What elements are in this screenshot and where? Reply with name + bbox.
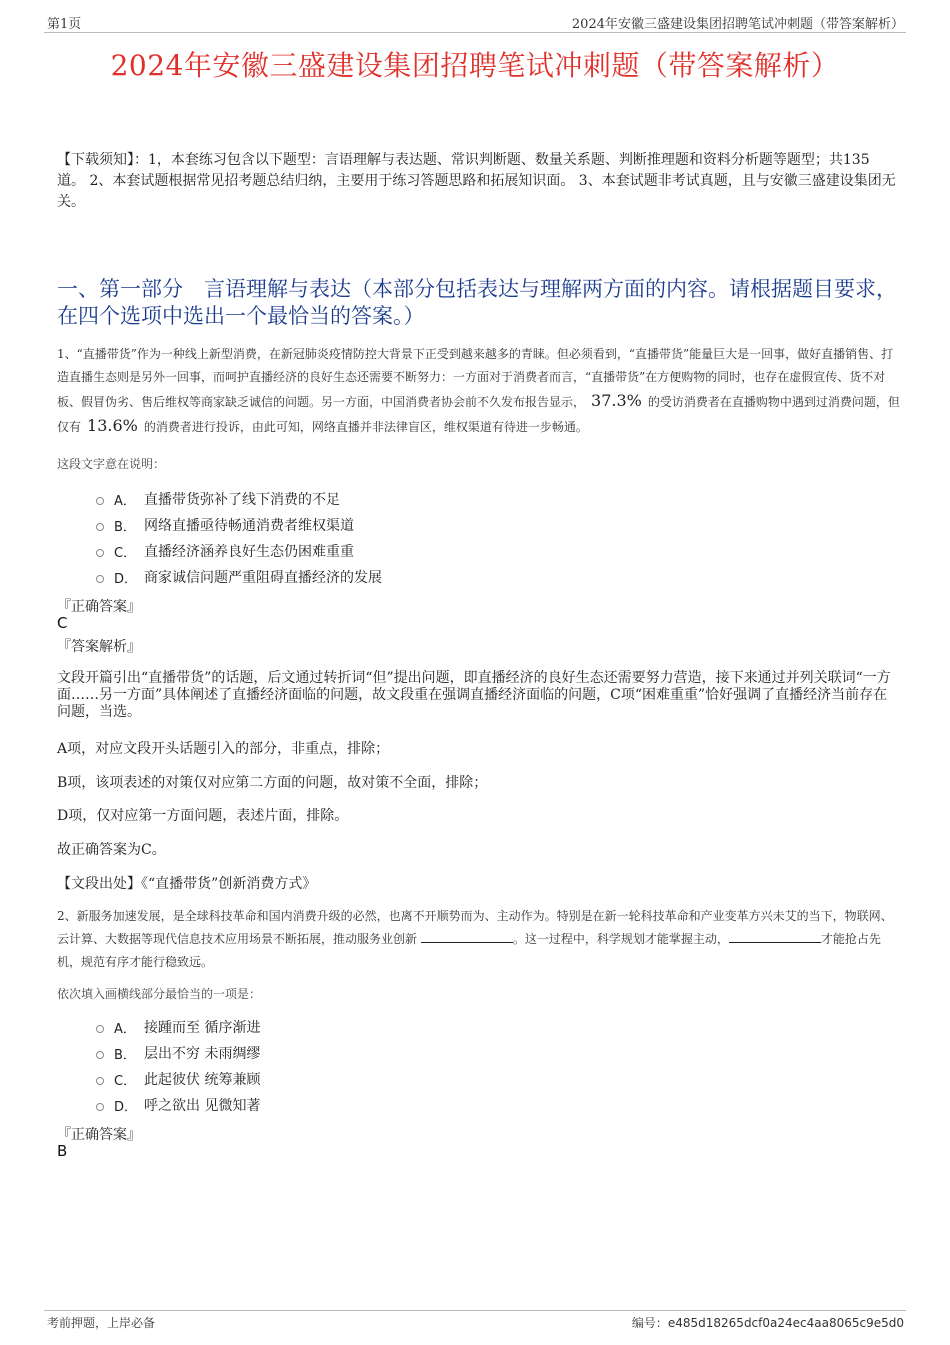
- question-1-options: [96, 486, 382, 590]
- question-1-option-b[interactable]: B． 网络直播亟待畅通消费者维权渠道: [96, 512, 382, 538]
- question-1-percent-2: 13.6%: [87, 416, 138, 435]
- footer-code-label: 编号：: [631, 1316, 668, 1330]
- question-2-option-b[interactable]: B． 层出不穷 未雨绸缪: [96, 1040, 260, 1066]
- radio-icon[interactable]: [96, 1051, 104, 1059]
- document-title: 2024年安徽三盛建设集团招聘笔试冲刺题（带答案解析）: [110, 49, 840, 82]
- question-2-option-d[interactable]: D． 呼之欲出 见微知著: [96, 1092, 260, 1118]
- question-2-prompt: 依次填入画横线部分最恰当的一项是：: [57, 987, 262, 1001]
- question-1-analysis-label: 『答案解析』: [57, 639, 141, 655]
- header-doc-title: 2024年安徽三盛建设集团招聘笔试冲刺题（带答案解析）: [571, 17, 904, 32]
- header-divider: [44, 32, 906, 33]
- question-2-option-a[interactable]: A． 接踵而至 循序渐进: [96, 1014, 260, 1040]
- question-1-analysis-b: B项，该项表述的对策仅对应第二方面的问题，故对策不全面，排除；: [57, 775, 488, 791]
- question-1-option-a[interactable]: A． 直播带货弥补了线下消费的不足: [96, 486, 382, 512]
- section-title: 一、第一部分 言语理解与表达（本部分包括表达与理解两方面的内容。请根据题目要求，在四个选项中选出一个最恰当的答案。）: [57, 277, 897, 328]
- radio-icon[interactable]: [96, 497, 104, 505]
- radio-icon[interactable]: [96, 1025, 104, 1033]
- question-1-option-c[interactable]: C． 直播经济涵养良好生态仍困难重重: [96, 538, 382, 564]
- question-1-analysis: 文段开篇引出“直播带货”的话题，后文通过转折词“但”提出问题，即直播经济的良好生态还需要努力营造，接下来通过并列关联词“一方面……另一方面”具体阐述了直播经济面临的问题，故文段重在强调直播经济面临的问题，C项“困难重重”恰好强调了直播经济当前存在问题，当选。: [57, 670, 891, 720]
- question-1-text-part1: 1、“直播带货”作为一种线上新型消费，在新冠肺炎疫情防控大背景下正受到越来越多的青睐。但必须看到，“直播带货”能量巨大是一回事，做好直播销售、打造直播生态则是另外一回事，而呵护直播经济的良好生态还需要不断努力：一方面对于消费者而言，“直播带货”在方便购物的同时，也存在虚假宣传、货不对板、假冒伪劣、售后维权等商家缺乏诚信的问题。另一方面，中国消费者协会前不久发布报告显示，: [57, 347, 894, 409]
- footer-divider: [44, 1310, 906, 1311]
- radio-icon[interactable]: [96, 523, 104, 531]
- question-1-text-part2: 的受访消费者在直播购物中遇到过消费问题，但仅有: [57, 395, 900, 434]
- question-1-text-part3: 的消费者进行投诉，由此可知，网络直播并非法律盲区，维权渠道有待进一步畅通。: [143, 420, 588, 434]
- question-2-answer-label: 『正确答案』: [57, 1127, 141, 1143]
- footer-slogan: 考前押题，上岸必备: [47, 1316, 156, 1330]
- question-1-prompt: 这段文字意在说明：: [57, 457, 166, 471]
- question-2-text: [57, 905, 902, 974]
- question-2-blank-2: [729, 930, 821, 943]
- question-1-text: [57, 343, 902, 439]
- page-number: 第1页: [47, 17, 82, 32]
- question-1-analysis-d: D项，仅对应第一方面问题，表述片面，排除。: [57, 808, 349, 824]
- question-1-option-d[interactable]: D． 商家诚信问题严重阻碍直播经济的发展: [96, 564, 382, 590]
- question-2-text-part1: 2、新服务加速发展，是全球科技革命和国内消费升级的必然，也离不开顺势而为、主动作为。特别是在新一轮科技革命和产业变革方兴未艾的当下，物联网、云计算、大数据等现代信息技术应用场景不断拓展，推动服务业创新: [57, 909, 893, 946]
- question-1-source: 【文段出处】《“直播带货”创新消费方式》: [57, 876, 317, 892]
- question-2-options: [96, 1014, 260, 1118]
- radio-icon[interactable]: [96, 549, 104, 557]
- question-1-answer: C: [57, 614, 68, 632]
- question-1-answer-label: 『正确答案』: [57, 599, 141, 615]
- question-2-answer: B: [57, 1142, 68, 1160]
- question-2-option-c[interactable]: C． 此起彼伏 统筹兼顾: [96, 1066, 260, 1092]
- question-1-percent-1: 37.3%: [591, 391, 642, 410]
- radio-icon[interactable]: [96, 575, 104, 583]
- footer-code: [632, 1314, 904, 1331]
- question-1-conclusion: 故正确答案为C。: [57, 842, 166, 858]
- question-2-text-part2: 。这一过程中，科学规划才能掌握主动，: [512, 932, 729, 946]
- footer-code-value: e485d18265dcf0a24ec4aa8065c9e5d0: [667, 1316, 904, 1330]
- question-2-blank-1: [421, 930, 513, 943]
- question-2-text-part3: 才能抢占先机，规范有序才能行稳致远。: [57, 932, 881, 969]
- question-1-analysis-a: A项，对应文段开头话题引入的部分，非重点，排除；: [57, 741, 390, 757]
- download-notice: 【下载须知】：1，本套练习包含以下题型：言语理解与表达题、常识判断题、数量关系题、判断推理题和资料分析题等题型；共135道。 2、本套试题根据常见招考题总结归纳，主要用于练习答题思路和拓展知识面。 3、本套试题非考试真题，且与安徽三盛建设集团无关。: [57, 152, 896, 210]
- radio-icon[interactable]: [96, 1103, 104, 1111]
- radio-icon[interactable]: [96, 1077, 104, 1085]
